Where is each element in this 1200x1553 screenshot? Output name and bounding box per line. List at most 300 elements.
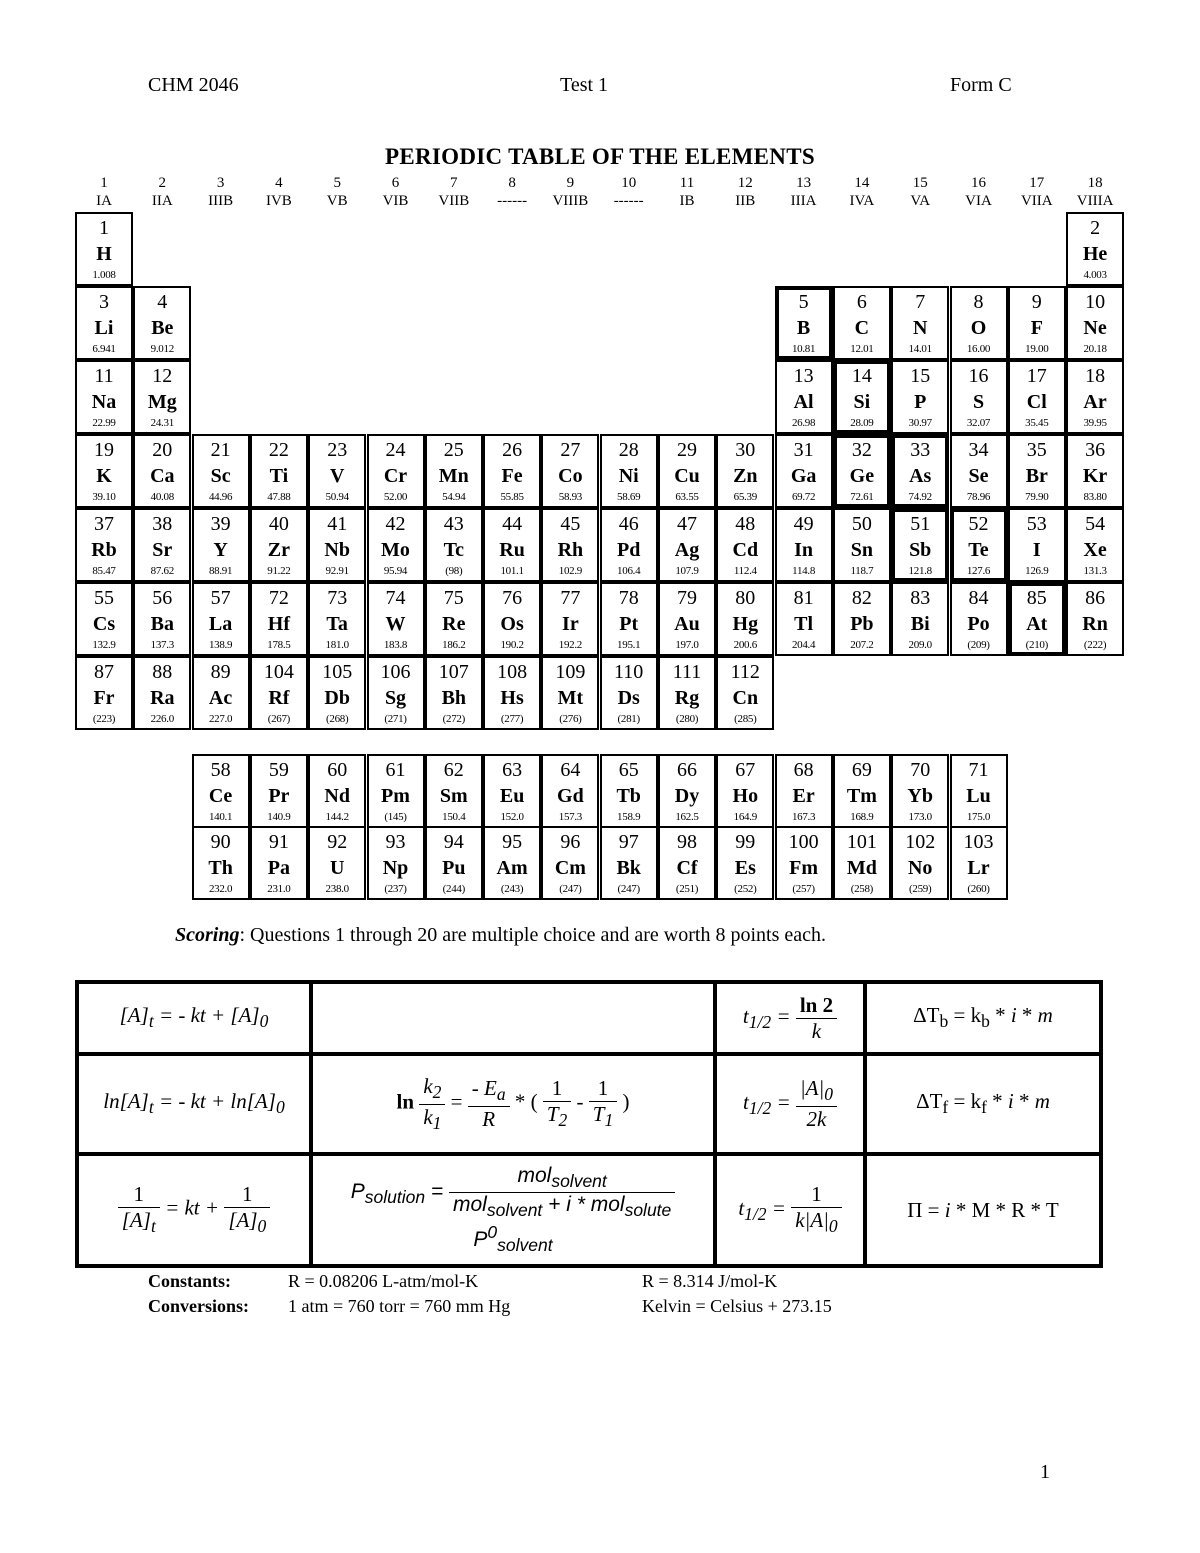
element-cell-b [775,286,833,360]
header-form: Form C [950,74,1012,96]
atomic-number: 40 [268,513,289,535]
atomic-number: 64 [560,759,581,781]
element-cell-n [891,286,949,360]
element-symbol: Pr [268,785,290,807]
group-header-1 [75,174,133,210]
atomic-number: 50 [851,513,872,535]
atomic-mass: 232.0 [208,883,233,895]
atomic-mass: 181.0 [325,639,349,651]
group-roman-numeral: IVA [849,193,875,209]
atomic-number: 20 [152,439,173,461]
element-cell-cd [716,508,774,582]
element-cell-sn [833,508,891,582]
atomic-mass: 102.9 [558,565,583,577]
element-cell-lr [950,826,1008,900]
atomic-mass: (276) [559,713,582,725]
atomic-mass: 85.47 [92,565,116,577]
element-cell-w [367,582,425,656]
atomic-number: 91 [268,831,289,853]
atomic-mass: 157.3 [558,811,583,823]
atomic-number: 70 [910,759,931,781]
element-cell-ne [1066,286,1124,360]
element-symbol: Zn [733,465,758,487]
atomic-mass: 40.08 [150,491,174,503]
atomic-mass: (222) [1083,639,1107,651]
element-cell-dy [658,754,716,828]
element-symbol: Nb [324,539,350,561]
element-cell-tb [600,754,658,828]
constants-label: Constants: [148,1271,232,1291]
element-cell-tl [775,582,833,656]
group-roman-numeral: VA [910,193,931,209]
group-roman-numeral: VIA [965,193,992,209]
element-cell-h [75,212,133,286]
group-header-4 [250,174,308,210]
element-cell-kr [1066,434,1124,508]
element-symbol: Mt [557,687,584,709]
element-cell-rb [75,508,133,582]
element-symbol: Cu [674,465,700,487]
element-symbol: Sb [909,539,932,561]
element-cell-ti [250,434,308,508]
element-symbol: K [96,465,112,487]
element-cell-as [891,434,949,508]
atomic-number: 7 [915,291,926,313]
element-cell-xe [1066,508,1124,582]
element-cell-pu [425,826,483,900]
atomic-mass: 121.8 [908,565,932,577]
element-cell-th [192,826,250,900]
group-number: 13 [796,175,812,191]
element-cell-v [308,434,366,508]
element-cell-mg [133,360,191,434]
element-symbol: Ho [732,785,759,807]
element-cell-f [1008,286,1066,360]
atomic-mass: (237) [384,883,407,895]
element-cell-fr [75,656,133,730]
constants-row [148,1271,777,1292]
atomic-mass: (223) [92,713,116,725]
element-symbol: Os [500,613,524,635]
atomic-mass: (258) [850,883,874,895]
atomic-mass: (98) [445,565,463,577]
element-cell-cn [716,656,774,730]
atomic-number: 73 [327,587,348,609]
atomic-mass: 227.0 [208,713,233,725]
element-symbol: As [909,465,932,487]
pressure-conversion: 1 atm = 760 torr = 760 mm Hg [288,1296,511,1316]
atomic-number: 99 [735,831,756,853]
element-cell-nd [308,754,366,828]
element-symbol: Si [853,391,871,413]
element-symbol: Cf [676,857,698,879]
element-cell-ni [600,434,658,508]
element-cell-al [775,360,833,434]
atomic-number: 49 [793,513,814,535]
element-cell-rh [541,508,599,582]
atomic-number: 58 [210,759,231,781]
atomic-number: 78 [618,587,639,609]
atomic-mass: 168.9 [850,811,874,823]
atomic-mass: (281) [617,713,640,725]
group-number: 9 [566,175,575,191]
atomic-mass: 197.0 [675,639,699,651]
element-cell-pt [600,582,658,656]
element-cell-ca [133,434,191,508]
element-cell-pb [833,582,891,656]
atomic-number: 69 [851,759,872,781]
atomic-number: 57 [210,587,231,609]
second-order-integrated-rate-law: $\frac{1}{[A]_t}$ = kt + $\frac{1}{[A]_0}$ [77,1154,311,1266]
group-number: 10 [621,175,637,191]
atomic-number: 52 [968,513,989,535]
element-cell-mt [541,656,599,730]
atomic-mass: 26.98 [791,417,816,429]
atomic-number: 36 [1085,439,1106,461]
element-cell-re [425,582,483,656]
group-header-15 [891,174,949,210]
element-symbol: Tb [616,785,641,807]
atomic-mass: 39.95 [1083,417,1107,429]
group-number: 16 [971,175,986,191]
element-cell-cu [658,434,716,508]
atomic-number: 17 [1026,365,1047,387]
atomic-number: 32 [851,439,872,461]
element-symbol: Pm [381,785,410,807]
group-roman-numeral: VIIIA [1076,193,1114,209]
element-cell-te [950,508,1008,582]
atomic-mass: 1.008 [92,269,116,281]
element-cell-s [950,360,1008,434]
atomic-number: 88 [152,661,173,683]
element-cell-la [192,582,250,656]
element-symbol: Xe [1083,539,1107,561]
element-cell-sr [133,508,191,582]
atomic-mass: 118.7 [850,565,874,577]
group-header-6 [367,174,425,210]
element-symbol: Rg [674,687,700,709]
element-symbol: Be [151,317,174,339]
atomic-mass: 204.4 [791,639,816,651]
element-cell-be [133,286,191,360]
element-cell-pr [250,754,308,828]
atomic-mass: 107.9 [675,565,699,577]
element-symbol: V [329,465,345,487]
atomic-number: 2 [1090,217,1101,239]
atomic-mass: 190.2 [500,639,524,651]
element-cell-ac [192,656,250,730]
group-number: 4 [275,175,283,191]
group-header-13 [775,174,833,210]
element-symbol: Sg [384,687,407,709]
element-symbol: Ta [326,613,348,635]
element-symbol: Y [213,539,228,561]
atomic-number: 26 [502,439,523,461]
atomic-mass: (251) [675,883,699,895]
atomic-number: 3 [99,291,109,313]
element-symbol: Mn [438,465,469,487]
element-cell-na [75,360,133,434]
element-symbol: C [854,317,870,339]
element-symbol: Er [792,785,815,807]
element-cell-pa [250,826,308,900]
element-symbol: Md [846,857,877,879]
atomic-mass: 22.99 [92,417,116,429]
atomic-number: 71 [968,759,989,781]
atomic-mass: 231.0 [267,883,291,895]
atomic-number: 72 [268,587,289,609]
atomic-number: 80 [735,587,756,609]
atomic-number: 1 [99,217,109,239]
group-number: 11 [679,175,695,191]
element-cell-bh [425,656,483,730]
group-header-8 [483,174,541,210]
atomic-number: 90 [210,831,231,853]
scoring-text: : Questions 1 through 20 are multiple choice and are worth 8 points each. [239,924,826,946]
element-symbol: Ac [208,687,233,709]
group-number: 14 [854,175,870,191]
atomic-number: 85 [1026,587,1047,609]
element-cell-sb [891,508,949,582]
atomic-mass: 52.00 [383,491,408,503]
element-symbol: Db [324,687,350,709]
atomic-number: 75 [443,587,464,609]
element-symbol: He [1082,243,1108,265]
atomic-mass: 63.55 [675,491,699,503]
atomic-number: 67 [735,759,756,781]
element-symbol: Sr [152,539,173,561]
atomic-mass: (244) [442,883,465,895]
group-number: 5 [333,175,341,191]
element-symbol: Cr [383,465,408,487]
atomic-number: 92 [327,831,348,853]
atomic-mass: 72.61 [850,491,874,503]
element-symbol: Pd [617,539,641,561]
element-symbol: Au [674,613,700,635]
atomic-number: 100 [788,831,819,853]
element-symbol: Pa [267,857,290,879]
atomic-mass: 39.10 [92,491,116,503]
element-cell-fm [775,826,833,900]
element-symbol: Ni [618,465,639,487]
atomic-mass: (267) [267,713,291,725]
atomic-mass: 9.012 [150,343,174,355]
element-symbol: Rn [1082,613,1108,635]
element-symbol: Ir [562,613,579,635]
element-symbol: Lr [967,857,990,879]
element-symbol: Ti [269,465,289,487]
atomic-number: 81 [793,587,814,609]
element-cell-ds [600,656,658,730]
atomic-number: 86 [1085,587,1106,609]
group-number: 1 [100,175,108,191]
atomic-mass: (271) [384,713,407,725]
element-symbol: Cn [732,687,759,709]
atomic-number: 66 [677,759,697,781]
element-symbol: Cl [1026,391,1047,413]
element-symbol: Fr [93,687,115,709]
element-cell-pm [367,754,425,828]
group-header-3 [192,174,250,210]
conversions-label: Conversions: [148,1296,250,1316]
atomic-mass: 106.4 [617,565,641,577]
element-symbol: Rb [91,539,117,561]
first-order-integrated-rate-law: $\ln[A]_t$ = - kt + $\ln[A]_0$ [77,1054,311,1154]
atomic-number: 112 [730,661,760,683]
element-cell-cr [367,434,425,508]
atomic-mass: 137.3 [150,639,174,651]
group-number: 8 [508,175,516,191]
atomic-number: 34 [968,439,989,461]
group-number: 3 [216,175,225,191]
atomic-number: 108 [497,661,528,683]
atomic-number: 48 [735,513,756,535]
element-symbol: Li [94,317,114,339]
atomic-number: 47 [677,513,697,535]
group-number: 12 [737,175,753,191]
group-header-7 [425,174,483,210]
atomic-mass: 44.96 [208,491,233,503]
atomic-mass: 83.80 [1083,491,1107,503]
atomic-mass: 209.0 [908,639,932,651]
atomic-number: 31 [793,439,814,461]
element-symbol: Pu [442,857,466,879]
element-cell-se [950,434,1008,508]
element-cell-in [775,508,833,582]
atomic-number: 98 [677,831,697,853]
atomic-number: 12 [152,365,173,387]
atomic-mass: 178.5 [267,639,291,651]
atomic-mass: 183.8 [383,639,408,651]
element-cell-yb [891,754,949,828]
element-symbol: Fm [789,857,819,879]
element-cell-br [1008,434,1066,508]
atomic-number: 77 [560,587,581,609]
group-number: 17 [1029,175,1045,191]
element-symbol: Sc [210,465,231,487]
element-symbol: Th [208,857,233,879]
scoring-label: Scoring [175,924,240,946]
atomic-mass: (272) [442,713,465,725]
atomic-mass: (268) [326,713,349,725]
element-symbol: H [96,243,112,265]
element-symbol: Ne [1083,317,1107,339]
osmotic-pressure: Π = i * M * R * T [865,1154,1101,1266]
element-symbol: B [796,317,811,339]
atomic-number: 96 [560,831,581,853]
atomic-mass: 173.0 [908,811,932,823]
atomic-mass: 87.62 [150,565,174,577]
element-cell-ar [1066,360,1124,434]
atomic-number: 82 [851,587,872,609]
freezing-point-depression: $\Delta T_f = k_f * i * m$ [865,1054,1101,1154]
atomic-number: 74 [385,587,406,609]
atomic-mass: 32.07 [966,417,991,429]
element-cell-tc [425,508,483,582]
raoults-law: $P_{solution}$ = $\frac{mol_{solvent}}{mol_{solvent} + i * mol_{solute}}$ $P^0_{solvent}$ [311,1154,715,1266]
element-cell-hg [716,582,774,656]
atomic-number: 87 [94,661,114,683]
element-symbol: Cd [732,539,759,561]
atomic-number: 104 [263,661,294,683]
element-cell-hf [250,582,308,656]
group-header-11 [658,174,716,210]
atomic-mass: 58.69 [617,491,641,503]
atomic-mass: 226.0 [150,713,174,725]
element-symbol: U [329,857,345,879]
atomic-number: 94 [443,831,464,853]
element-cell-cf [658,826,716,900]
atomic-mass: (247) [559,883,582,895]
atomic-mass: 47.88 [267,491,291,503]
element-symbol: La [208,613,233,635]
element-cell-p [891,360,949,434]
element-cell-he [1066,212,1124,286]
element-cell-nb [308,508,366,582]
atomic-number: 110 [614,661,644,683]
atomic-number: 59 [268,759,289,781]
atomic-number: 18 [1085,365,1106,387]
atomic-mass: 167.3 [791,811,816,823]
atomic-mass: (285) [734,713,757,725]
element-symbol: Ce [208,785,233,807]
group-roman-numeral: VIIB [438,193,470,209]
element-cell-np [367,826,425,900]
element-cell-ru [483,508,541,582]
atomic-number: 63 [502,759,523,781]
group-roman-numeral: IB [679,193,695,209]
element-symbol: Es [734,857,756,879]
element-symbol: Se [968,465,989,487]
element-symbol: Sm [439,785,468,807]
atomic-mass: (209) [967,639,990,651]
element-symbol: In [794,539,814,561]
element-symbol: Br [1025,465,1048,487]
atomic-number: 39 [210,513,231,535]
atomic-number: 65 [618,759,639,781]
element-symbol: Eu [499,785,525,807]
element-symbol: Re [442,613,466,635]
atomic-mass: (260) [967,883,990,895]
group-roman-numeral: IA [96,193,112,209]
group-header-5 [308,174,366,210]
periodic-table-title: PERIODIC TABLE OF THE ELEMENTS [385,144,815,169]
element-cell-bi [891,582,949,656]
atomic-mass: (259) [909,883,932,895]
element-symbol: S [972,391,985,413]
element-cell-ta [308,582,366,656]
element-symbol: No [907,857,933,879]
element-cell-c [833,286,891,360]
atomic-mass: 35.45 [1025,417,1049,429]
element-cell-no [891,826,949,900]
element-cell-cm [541,826,599,900]
atomic-mass: 152.0 [500,811,524,823]
group-roman-numeral: IIA [151,193,173,209]
atomic-number: 28 [618,439,639,461]
atomic-mass: 126.9 [1025,565,1049,577]
element-symbol: Ds [617,687,640,709]
atomic-number: 24 [385,439,406,461]
atomic-mass: 186.2 [442,639,466,651]
atomic-mass: (145) [384,811,407,823]
atomic-mass: 158.9 [617,811,641,823]
atomic-mass: 175.0 [966,811,991,823]
group-number: 7 [450,175,458,191]
atomic-number: 6 [856,291,867,313]
atomic-mass: 131.3 [1083,565,1107,577]
group-header-12 [716,174,774,210]
